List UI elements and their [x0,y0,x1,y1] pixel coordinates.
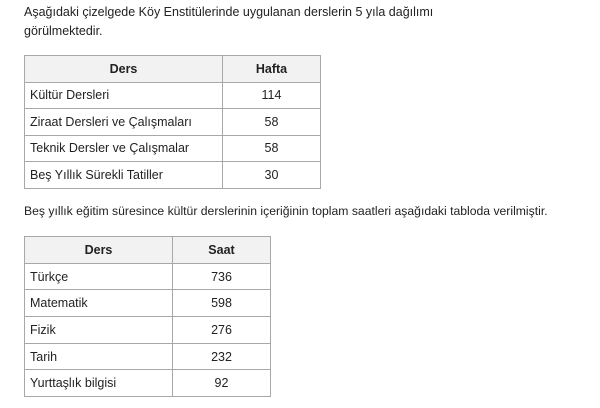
hours-value-cell: 58 [223,135,321,162]
culture-hours-description: Beş yıllık eğitim süresince kültür derslerinin içeriğinin toplam saatleri aşağıdaki tabloda verilmiştir. [24,204,548,218]
course-name-cell: Yurttaşlık bilgisi [25,370,173,397]
hours-value-cell: 598 [173,290,271,317]
culture-course-hours-table [24,236,271,397]
hours-value-cell: 58 [223,109,321,136]
table-row [25,290,271,317]
hours-value-cell: 232 [173,343,271,370]
column-header-ders: Ders [25,237,173,264]
course-name-cell: Teknik Dersler ve Çalışmalar [25,135,223,162]
weekly-hours-table [24,55,321,189]
course-name-cell: Türkçe [25,263,173,290]
hours-value-cell: 114 [223,82,321,109]
course-name-cell: Matematik [25,290,173,317]
intro-text-line-2: görülmektedir. [24,24,103,38]
table-row [25,162,321,189]
course-name-cell: Fizik [25,317,173,344]
course-name-cell: Tarih [25,343,173,370]
table-row [25,370,271,397]
column-header-hafta: Hafta [223,56,321,83]
table-row [25,135,321,162]
table-header-row [25,56,321,83]
table-header-row [25,237,271,264]
column-header-ders: Ders [25,56,223,83]
hours-value-cell: 736 [173,263,271,290]
hours-value-cell: 30 [223,162,321,189]
table-row [25,109,321,136]
table-row [25,343,271,370]
course-name-cell: Ziraat Dersleri ve Çalışmaları [25,109,223,136]
column-header-saat: Saat [173,237,271,264]
hours-value-cell: 276 [173,317,271,344]
table-row [25,263,271,290]
intro-text-line-1: Aşağıdaki çizelgede Köy Enstitülerinde uygulanan derslerin 5 yıla dağılımı [24,5,434,19]
hours-value-cell: 92 [173,370,271,397]
course-name-cell: Kültür Dersleri [25,82,223,109]
table-row [25,317,271,344]
table-row [25,82,321,109]
course-name-cell: Beş Yıllık Sürekli Tatiller [25,162,223,189]
